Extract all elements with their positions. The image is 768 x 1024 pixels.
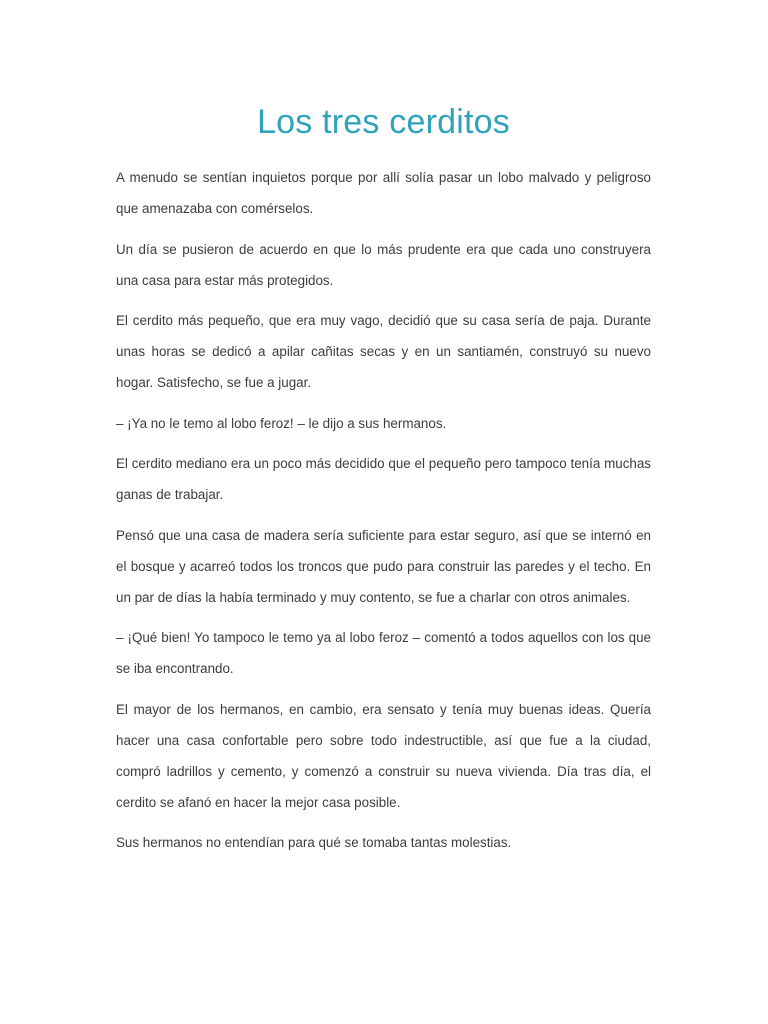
paragraph-2: Un día se pusieron de acuerdo en que lo más prudente era que cada uno construyera una casa para estar más protegidos.: [116, 241, 651, 288]
paragraph-9: Sus hermanos no entendían para qué se tomaba tantas molestias.: [116, 835, 512, 850]
paragraph-5: El cerdito mediano era un poco más decidido que el pequeño pero tampoco tenía muchas ganas de trabajar.: [116, 456, 651, 502]
paragraph-4: – ¡Ya no le temo al lobo feroz! – le dijo a sus hermanos.: [116, 415, 447, 431]
paragraph-8: El mayor de los hermanos, en cambio, era sensato y tenía muy buenas ideas. Quería hacer una casa confortable pero sobre todo indestructible, así que fue a la ciudad, compró ladrillos y cemento, y comenzó a construir su nueva vivienda. Día tras día, el cerdito se afanó en hacer la mejor casa posible.: [116, 701, 651, 810]
paragraph-3: El cerdito más pequeño, que era muy vago, decidió que su casa sería de paja. Durante unas horas se dedicó a apilar cañitas secas y en un santiamén, construyó su nuevo hogar. Satisfecho, se fue a jugar.: [116, 313, 651, 390]
document-title: Los tres cerditos: [257, 103, 510, 141]
paragraph-7: – ¡Qué bien! Yo tampoco le temo ya al lobo feroz – comentó a todos aquellos con los que se iba encontrando.: [116, 630, 651, 676]
paragraph-6: Pensó que una casa de madera sería suficiente para estar seguro, así que se internó en el bosque y acarreó todos los troncos que pudo para construir las paredes y el techo. En un par de días la había terminado y muy contento, se fue a charlar con otros animales.: [116, 527, 651, 605]
paragraph-1: A menudo se sentían inquietos porque por allí solía pasar un lobo malvado y peligroso que amenazaba con comérselos.: [116, 170, 651, 216]
document-page: [116, 98, 651, 868]
